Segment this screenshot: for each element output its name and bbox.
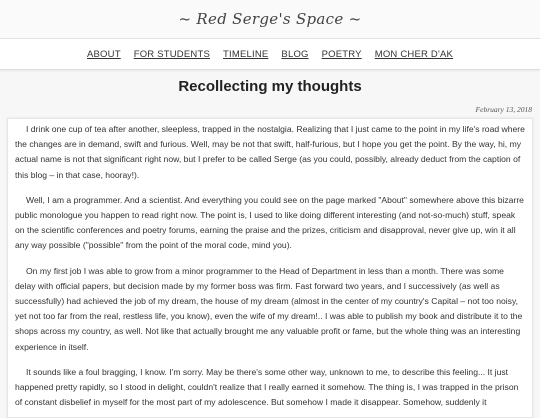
site-title[interactable]: ~ Red Serge's Space ~	[178, 10, 362, 28]
post-date: February 13, 2018	[475, 105, 532, 114]
nav-item-about[interactable]: ABOUT	[86, 48, 121, 60]
post-body	[7, 118, 533, 418]
post-paragraph: On my first job I was able to grow from a minor programmer to the Head of Department in less than a month. There was some delay with official papers, but decision made by my former boss was firm. Fast forward two years, and I successively (as well as successfully) had achieved the job of my dream, the house of my dream (almost in the center of my country's Capital – not too noisy, yet not too far from the real, restless life, you know), even the wife of my dream!.. I was able to publish my book and distribute it to the shops across my country, as well. Not like that actually brought me any valuable profit or fame, but the whole thing was an interesting experience in itself.	[15, 265, 523, 352]
post-title: Recollecting my thoughts	[178, 78, 362, 95]
main-nav	[0, 39, 540, 70]
nav-item-for-students[interactable]: FOR STUDENTS	[133, 48, 210, 60]
site-header	[0, 0, 540, 39]
post-paragraph: It sounds like a foul bragging, I know. I'm sorry. May be there's some other way, unknown to me, to describe this feeling... It just happened pretty rapidly, so I stood in delight, couldn't realize that I really earned it somehow. The thing is, I was trapped in the prison of constant disbelief in myself for the most part of my adolescence. But somehow I made it disappear. Somehow, suddenly it	[15, 366, 519, 408]
nav-item-mon-cher-dak[interactable]: MON CHER D'AK	[374, 48, 454, 60]
nav-item-timeline[interactable]: TIMELINE	[223, 48, 269, 60]
post-paragraph: I drink one cup of tea after another, sleepless, trapped in the nostalgia. Realizing that I just came to the point in my life's road where the changes are in demand, swift and furious. Well, may be not that swift, half-furious, but I hope you get the point. By the way, hi, my actual name is not that significant right now, but I prefer to be called Serge (as you could, possibly, already deduct from the caption of this blog – in that case, hooray!).	[15, 124, 525, 180]
post-paragraph: Well, I am a programmer. And a scientist. And everything you could see on the page marked "About" somewhere above this bizarre public monologue you happen to read right now. The point is, I used to like doing different interesting (and not-so-much) stuff, speak on the scientific conferences and poetry forums, earning the praise and the prizes, criticism and disapproval, never give up, win it all any way possible ("possible" from the point of the moral code, mind you).	[15, 194, 524, 251]
nav-item-poetry[interactable]: POETRY	[321, 48, 362, 60]
nav-item-blog[interactable]: BLOG	[281, 48, 309, 60]
